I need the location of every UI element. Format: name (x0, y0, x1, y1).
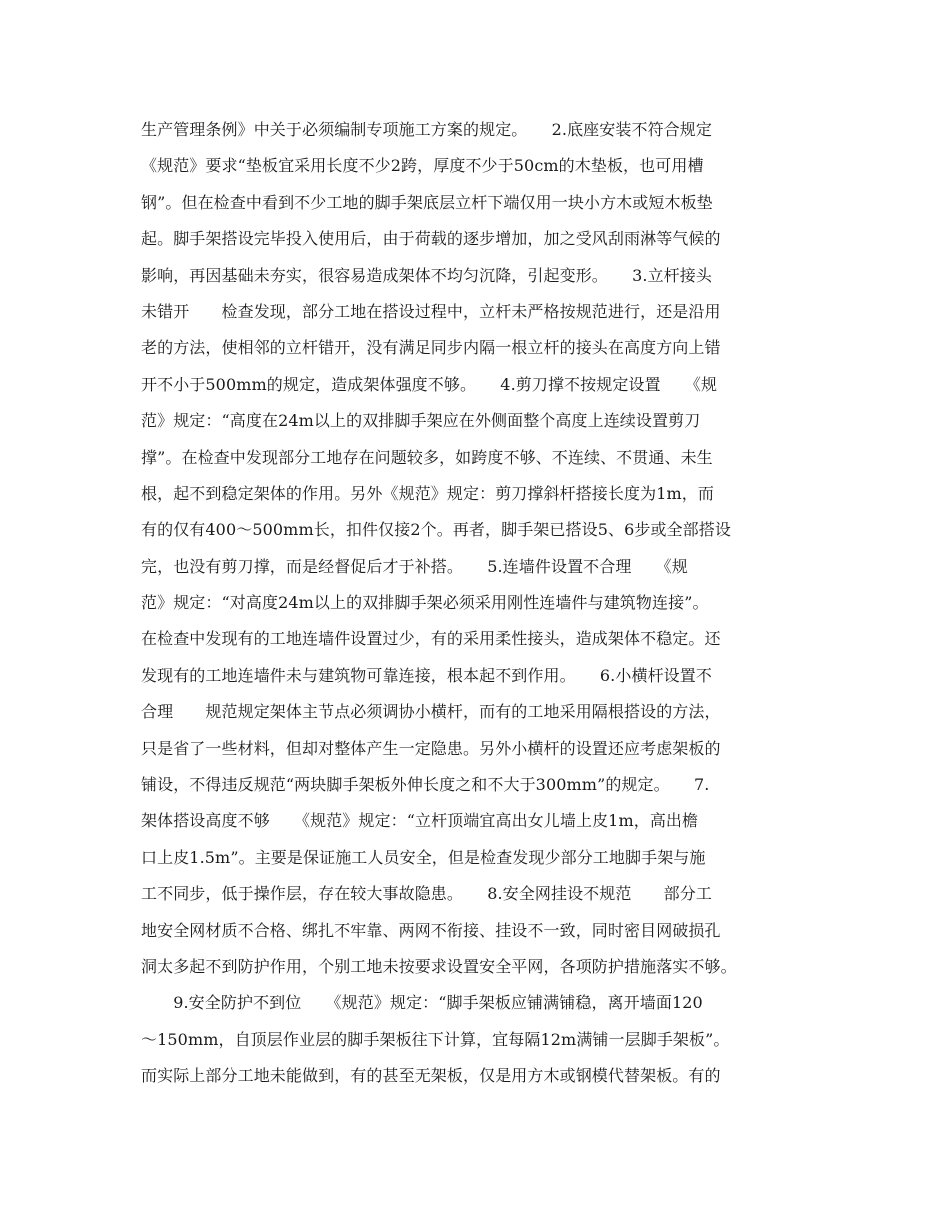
text-line: 范》规定：“对高度24m以上的双排脚手架必须采用刚性连墙件与建筑物连接”。 (141, 593, 709, 613)
text-line: 而实际上部分工地未能做到，有的甚至无架板，仅是用方木或钢模代替架板。有的 (141, 1066, 721, 1086)
body-text (141, 114, 821, 1097)
text-line: 发现有的工地连墙件未与建筑物可靠连接，根本起不到作用。 6.小横杆设置不 (141, 665, 712, 685)
text-line: 完，也没有剪刀撑，而是经督促后才于补搭。 5.连墙件设置不合理 《规 (141, 556, 688, 576)
text-line: 洞太多起不到防护作用，个别工地未按要求设置安全平网，各项防护措施落实不够。 (141, 956, 737, 976)
text-line: 影响，再因基础未夯实，很容易造成架体不均匀沉降，引起变形。 3.立杆接头 (141, 265, 712, 285)
text-line: ～150mm，自顶层作业层的脚手架板往下计算，宜每隔12m满铺一层脚手架板”。 (141, 1029, 730, 1049)
text-line: 生产管理条例》中关于必须编制专项施工方案的规定。 2.底座安装不符合规定 (141, 120, 712, 139)
text-line: 根，起不到稳定架体的作用。另外《规范》规定：剪刀撑斜杆搭接长度为1m，而 (141, 483, 714, 503)
text-line: 老的方法，使相邻的立杆错开，没有满足同步内隔一根立杆的接头在高度方向上错 (141, 338, 721, 358)
text-line: 9.安全防护不到位 《规范》规定：“脚手架板应铺满铺稳，离开墙面120 (141, 993, 703, 1013)
text-line: 架体搭设高度不够 《规范》规定：“立杆顶端宜高出女儿墙上皮1m，高出檐 (141, 811, 699, 831)
text-line: 范》规定：“高度在24m以上的双排脚手架应在外侧面整个高度上连续设置剪刀 (141, 411, 701, 431)
text-line: 在检查中发现有的工地连墙件设置过少，有的采用柔性接头，造成架体不稳定。还 (141, 629, 721, 649)
text-line: 有的仅有400～500mm长，扣件仅接2个。再者，脚手架已搭设5、6步或全部搭设 (141, 520, 731, 540)
text-line: 撑”。在检查中发现部分工地存在问题较多，如跨度不够、不连续、不贯通、未生 (141, 447, 713, 467)
text-line: 地安全网材质不合格、绑扎不牢靠、两网不衔接、挂设不一致，同时密目网破损孔 (141, 920, 721, 940)
text-line: 合理 规范规定架体主节点必须调协小横杆，而有的工地采用隔根搭设的方法， (141, 702, 721, 722)
text-line: 起。脚手架搭设完毕投入使用后，由于荷载的逐步增加，加之受风刮雨淋等气候的 (141, 229, 721, 249)
text-line: 开不小于500mm的规定，造成架体强度不够。 4.剪刀撑不按规定设置 《规 (141, 374, 718, 394)
text-line: 未错开 检查发现，部分工地在搭设过程中，立杆未严格按规范进行，还是沿用 (141, 301, 721, 321)
text-line: 铺设，不得违反规范“两块脚手架板外伸长度之和不大于300mm”的规定。 7. (141, 775, 710, 795)
text-line: 口上皮1.5m”。主要是保证施工人员安全，但是检查发现少部分工地脚手架与施 (141, 847, 706, 867)
text-line: 工不同步，低于操作层，存在较大事故隐患。 8.安全网挂设不规范 部分工 (141, 884, 712, 904)
text-line: 《规范》要求“垫板宜采用长度不少2跨，厚度不少于50cm的木垫板，也可用槽 (141, 156, 704, 176)
text-line: 钢”。但在检查中看到不少工地的脚手架底层立杆下端仅用一块小方木或短木板垫 (141, 192, 713, 212)
text-line: 只是省了一些材料，但却对整体产生一定隐患。另外小横杆的设置还应考虑架板的 (141, 738, 721, 758)
